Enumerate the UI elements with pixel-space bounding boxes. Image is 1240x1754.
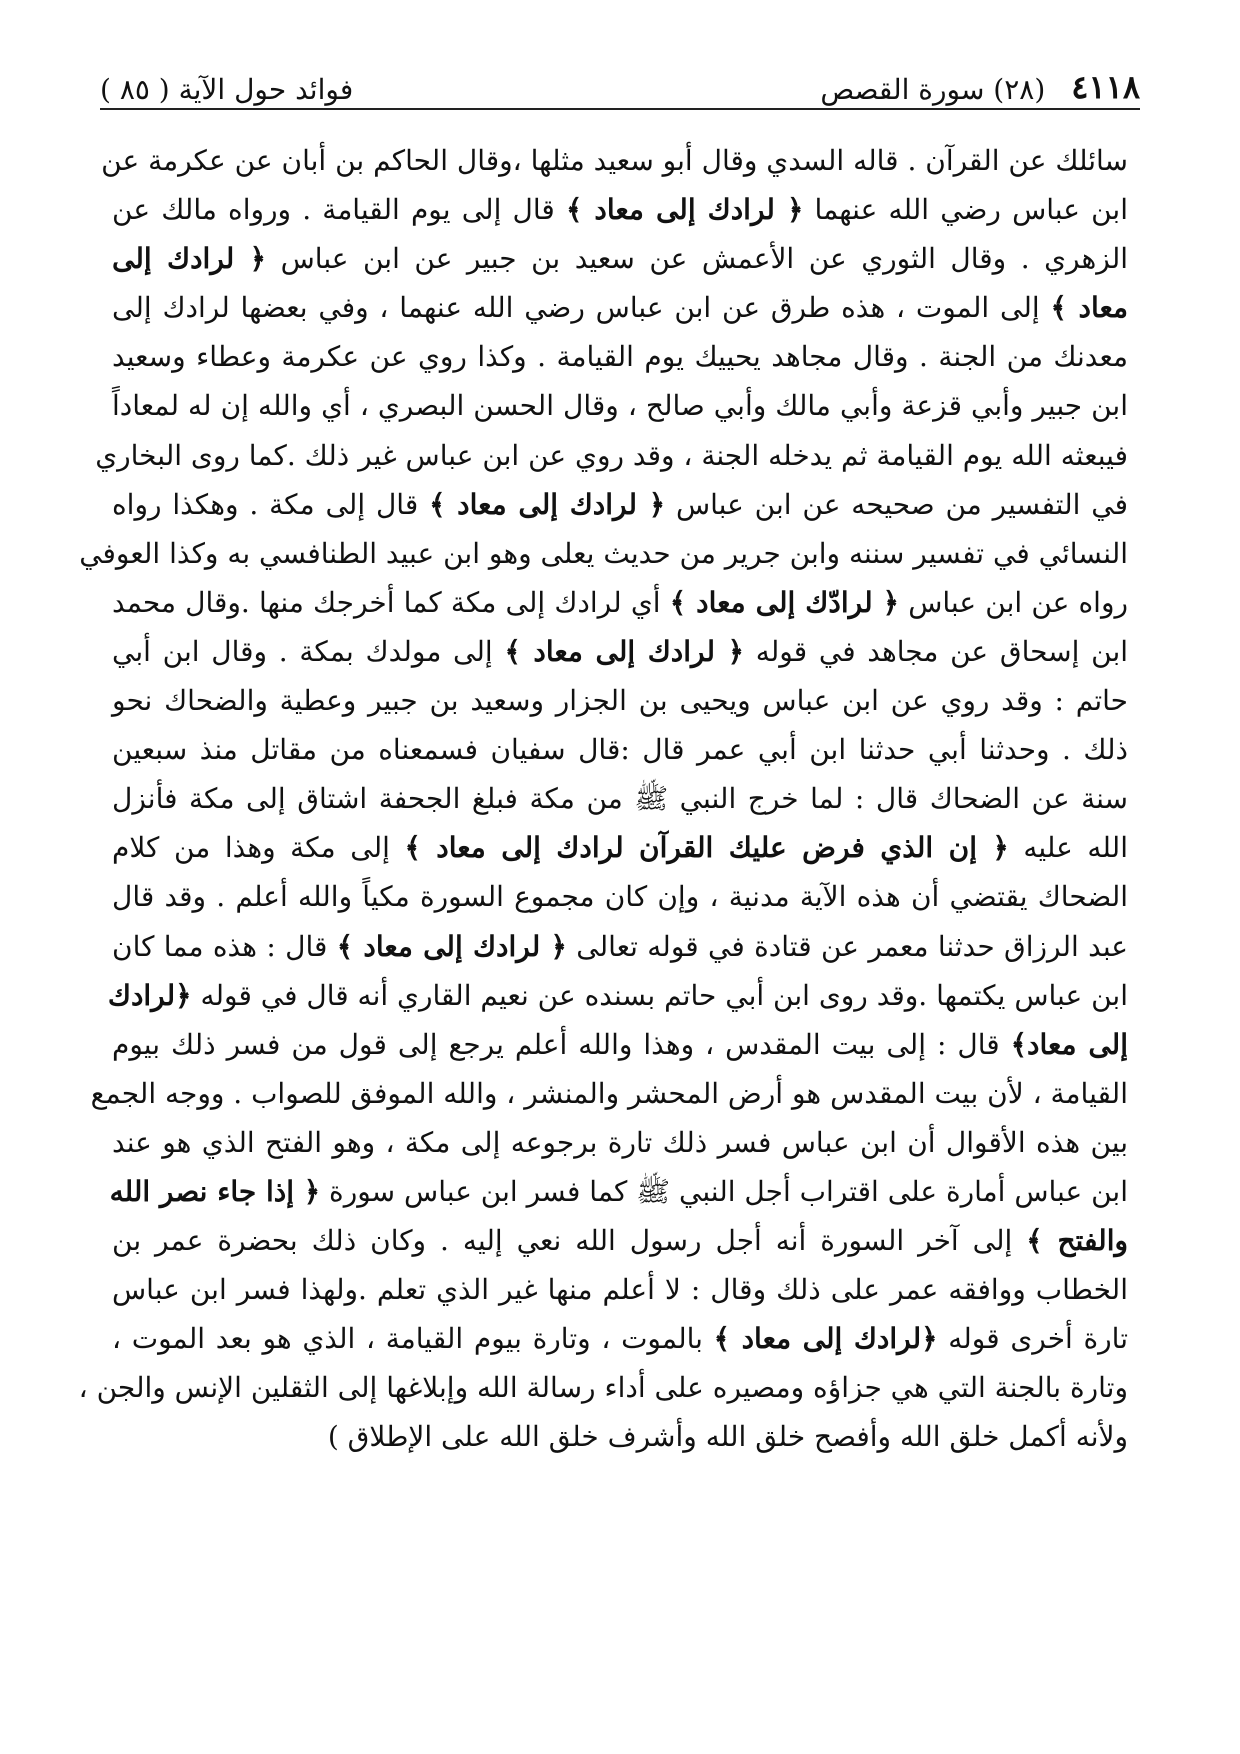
text-segment: القيامة ، لأن بيت المقدس هو أرض المحشر والمنشر ، والله الموفق للصواب . ووجه الجمع xyxy=(90,1076,1128,1110)
text-line xyxy=(112,234,1128,283)
text-line xyxy=(112,872,1128,921)
text-segment: النسائي في تفسير سننه وابن جرير من حديث يعلى وهو ابن عبيد الطنافسي به وكذا العوفي xyxy=(79,536,1128,570)
text-line xyxy=(112,185,1128,234)
text-segment: إلى الموت ، هذه طرق عن ابن عباس رضي الله عنهما ، وفي بعضها لرادك إلى xyxy=(112,291,1051,325)
text-line xyxy=(112,480,1128,529)
page-number: ٤١١٨ xyxy=(1071,68,1140,106)
header-right xyxy=(820,68,1140,106)
text-line xyxy=(112,1412,1128,1461)
text-segment: قال إلى مكة . وهكذا رواه xyxy=(112,487,430,521)
text-segment: الضحاك يقتضي أن هذه الآية مدنية ، وإن كان مجموع السورة مكياً والله أعلم . وقد قال xyxy=(112,880,1128,914)
text-segment: ابن جبير وأبي قزعة وأبي مالك وأبي صالح ، وقال الحسن البصري ، أي والله إن له لمعاداً xyxy=(112,389,1129,423)
text-line xyxy=(112,332,1128,381)
text-segment: سائلك عن القرآن . قاله السدي وقال أبو سعيد مثلها ،وقال الحاكم بن أبان عن عكرمة عن xyxy=(101,144,1128,177)
text-line xyxy=(112,823,1128,872)
page-header xyxy=(100,58,1140,106)
quran-quote: ﴿ لرادك إلى معاد ﴾ xyxy=(429,487,666,521)
surah-label: (٢٨) سورة القصص xyxy=(820,73,1046,106)
text-line xyxy=(112,725,1128,774)
section-title: فوائد حول الآية ( ٨٥ ) xyxy=(100,73,354,106)
text-segment: رواه عن ابن عباس xyxy=(899,585,1129,619)
text-line xyxy=(112,922,1128,971)
text-segment: ذلك . وحدثنا أبي حدثنا ابن أبي عمر قال :قال سفيان فسمعناه من مقاتل منذ سبعين xyxy=(112,733,1128,767)
quran-quote: ﴿ إذا جاء نصر الله xyxy=(109,1174,321,1208)
text-line xyxy=(112,578,1128,627)
text-segment: فيبعثه الله يوم القيامة ثم يدخله الجنة ، وقد روي عن ابن عباس غير ذلك .كما روى البخاري xyxy=(95,438,1128,472)
quran-quote: ﴿ لرادك إلى xyxy=(112,242,267,276)
text-line xyxy=(107,971,1128,1020)
quran-quote: ﴿ لرادك إلى معاد ﴾ xyxy=(336,929,567,963)
text-segment: الله عليه xyxy=(1008,831,1128,865)
quran-quote: والفتح ﴾ xyxy=(1026,1224,1128,1258)
text-segment: عبد الرزاق حدثنا معمر عن قتادة في قوله تعالى xyxy=(566,929,1129,963)
header-divider xyxy=(100,108,1140,110)
quran-quote: ﴿لرادك xyxy=(107,978,192,1012)
text-segment: أي لرادك إلى مكة كما أخرجك منها .وقال محمد xyxy=(112,585,670,619)
text-segment: قال إلى يوم القيامة . ورواه مالك عن xyxy=(112,193,566,227)
text-segment: إلى مولدك بمكة . وقال ابن أبي xyxy=(112,634,505,668)
text-line xyxy=(79,529,1128,578)
text-segment: الخطاب ووافقه عمر على ذلك وقال : لا أعلم منها غير الذي تعلم .ولهذا فسر ابن عباس xyxy=(112,1273,1128,1307)
text-segment: في التفسير من صحيحه عن ابن عباس xyxy=(665,487,1129,521)
text-segment: ابن إسحاق عن مجاهد في قوله xyxy=(744,634,1129,668)
text-segment: إلى مكة وهذا من كلام xyxy=(112,831,405,865)
text-line xyxy=(90,1069,1128,1118)
text-line xyxy=(112,1314,1128,1363)
text-segment: ولأنه أكمل خلق الله وأفصح خلق الله وأشرف خلق الله على الإطلاق ) xyxy=(327,1420,1128,1454)
quran-quote: ﴿ لرادّك إلى معاد ﴾ xyxy=(669,585,900,619)
text-segment: وتارة بالجنة التي هي جزاؤه ومصيره على أداء رسالة الله وإبلاغها إلى الثقلين الإنس والجن ، xyxy=(78,1371,1128,1405)
quran-quote: ﴿ لرادك إلى معاد ﴾ xyxy=(504,634,745,668)
text-segment: بين هذه الأقوال أن ابن عباس فسر ذلك تارة برجوعه إلى مكة ، وهو الفتح الذي هو عند xyxy=(112,1125,1128,1159)
text-line xyxy=(101,136,1128,185)
text-segment: الزهري . وقال الثوري عن الأعمش عن سعيد بن جبير عن ابن عباس xyxy=(266,242,1129,276)
text-line xyxy=(112,1118,1128,1167)
text-line xyxy=(112,283,1128,332)
text-segment: ابن عباس رضي الله عنهما xyxy=(803,193,1129,227)
text-segment: ابن عباس يكتمها .وقد روى ابن أبي حاتم بسنده عن نعيم القاري أنه قال في قوله xyxy=(191,978,1128,1012)
text-line xyxy=(112,1265,1128,1314)
text-segment: بالموت ، وتارة بيوم القيامة ، الذي هو بعد الموت ، xyxy=(112,1322,714,1356)
text-segment: ابن عباس أمارة على اقتراب أجل النبي ﷺ كما فسر ابن عباس سورة xyxy=(320,1174,1128,1208)
text-line xyxy=(95,431,1128,480)
text-segment: قال : إلى بيت المقدس ، وهذا والله أعلم يرجع إلى قول من فسر ذلك بيوم xyxy=(112,1027,1011,1061)
text-line xyxy=(112,627,1128,676)
text-line xyxy=(112,381,1128,430)
text-segment: قال : هذه مما كان xyxy=(112,929,337,963)
quran-quote: ﴿ إن الذي فرض عليك القرآن لرادك إلى معاد ﴾ xyxy=(404,831,1009,865)
quran-quote: إلى معاد﴾ xyxy=(1010,1027,1128,1061)
text-segment: حاتم : وقد روي عن ابن عباس ويحيى بن الجزار وسعيد بن جبير وعطية والضحاك نحو xyxy=(112,684,1128,718)
quran-quote: ﴿لرادك إلى معاد ﴾ xyxy=(713,1322,938,1356)
text-line xyxy=(112,676,1128,725)
text-line xyxy=(112,1020,1128,1069)
quran-quote: معاد ﴾ xyxy=(1050,291,1128,325)
text-segment: سنة عن الضحاك قال : لما خرج النبي ﷺ من مكة فبلغ الجحفة اشتاق إلى مكة فأنزل xyxy=(112,782,1128,816)
text-line xyxy=(112,1216,1128,1265)
text-segment: تارة أخرى قوله xyxy=(937,1322,1128,1356)
text-line xyxy=(78,1363,1128,1412)
text-line xyxy=(112,774,1128,823)
text-segment: إلى آخر السورة أنه أجل رسول الله نعي إليه . وكان ذلك بحضرة عمر بن xyxy=(112,1224,1027,1258)
text-line xyxy=(109,1167,1128,1216)
quran-quote: ﴿ لرادك إلى معاد ﴾ xyxy=(565,193,804,227)
body-text xyxy=(78,136,1129,1462)
text-segment: معدنك من الجنة . وقال مجاهد يحييك يوم القيامة . وكذا روي عن عكرمة وعطاء وسعيد xyxy=(112,340,1128,374)
